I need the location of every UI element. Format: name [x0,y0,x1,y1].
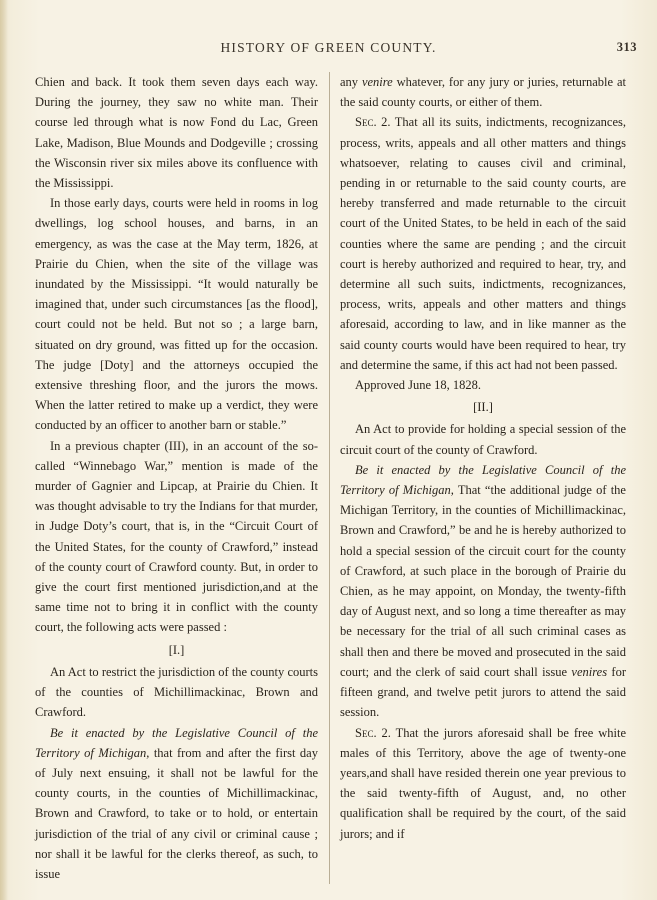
section-text: That all its suits, indictments, recognizances, process, writs, appeals and all other matters and things whatsoever, relating to causes civil and criminal, pending in or returnable to the said county courts, are hereby transferred and made returnable to the circuit court of the United States, to be held in each of the said counties where the same are pending ; and the circuit court is hereby authorized and required to hear, try, and determine all such suits, indictments, recognizances, process, writs, appeals and other matters and things aforesaid, according to law, and in like manner as the said county courts would have been required to hear, try and determine the same, if this act had not been passed. [340,115,627,372]
enacting-text: for fifteen grand, and twelve petit jurors to attend the said session. [340,664,626,720]
act-title: An Act to restrict the jurisdiction of the county courts of the counties of Michillimackinac, Brown and Crawford. [35,664,318,720]
section [340,112,626,375]
enacting-clause [340,460,626,723]
paragraph: Chien and back. It took them seven days each way. During the journey, they saw no white man. Their course led through what is now Fond du Lac, Green Lake, Madison, Blue Mounds and Dodgeville ; crossing the Wisconsin river six miles above its confluence with the Mississippi. [35,75,318,191]
italic-word: venires [571,664,608,679]
section [340,723,626,844]
page-edge-shadow [0,0,8,900]
column-divider [329,72,330,884]
left-column [35,72,318,884]
enacting-clause [35,723,318,885]
paragraph: In those early days, courts were held in rooms in log dwellings, log school houses, and barns, in an emergency, as was the case at the May term, 1826, at Prairie du Chien, when the site of the village was inundated by the Mississippi. “It would naturally be imagined that, under such circumstances [as the flood], court could not be held. But not so ; a large barn, situated on dry ground, was fitted up for the occasion. The judge [Doty] and the attorneys occupied the extensive threshing floor, and the jurors the mows. When the latter retired to make up a verdict, they were conducted by an officer to another barn or stable.” [35,196,318,433]
text-run: whatever, for any jury or juries, returnable at the said county courts, or either of them. [340,75,626,110]
page-number: 313 [616,40,637,54]
act-heading: [II.] [473,400,493,415]
section-text: That the jurors aforesaid shall be free white males of this Territory, above the age of twenty-one years,and shall have resided therein one year previous to the said twenty-fifth of August, and, no other qualification shall be required by the court, of the said jurors; and if [340,725,626,841]
enacting-text: that from and after the first day of July next ensuing, it shall not be lawful for the county courts, in the counties of Michillimackinac, Brown and Crawford, to take or to hold, or entertain jurisdiction of the trial of any civil or criminal cause ; nor shall it be lawful for the clerks thereof, as such, to issue [35,745,318,881]
paragraph: In a previous chapter (III), in an account of the so-called “Winnebago War,” mention is made of the murder of Gagnier and Lipcap, at Prairie du Chien. It was thought advisable to try the Indians for that murder, in Judge Doty’s court, that is, in the “Circuit Court of the United States, for the county of Crawford,” instead of the county court of Crawford county. But, in order to give the court first mentioned jurisdiction,and at the same time not to bring it in conflict with the county court, the following acts were passed : [35,438,318,635]
text-run: any [340,75,362,89]
approval-line: Approved June 18, 1828. [355,378,482,393]
enacting-text: That “the additional judge of the Michigan Territory, in the counties of Michillimackinac, Brown and Crawford,” be and he is hereby authorized to hold a special session of the circuit court for the county of Crawford, at such place in the borough of Prairie du Chien, as he may appoint, on Monday, the twenty-fifth day of August next, and so long a time thereafter as may be necessary for the trial of all such criminal cases as shall then and there be moved and prosecuted in the said court; and the clerk of said court shall issue [340,483,626,679]
paragraph [340,72,626,112]
page-header [0,40,657,64]
section-label: Sec. 2. [355,725,391,740]
enacting-formula: Be it enacted by the Legislative Council of the Territory of Michigan, [340,462,626,498]
act-title: An Act to provide for holding a special session of the circuit court of the county of Crawford. [340,422,626,457]
section-label: Sec. 2. [355,115,391,130]
act-heading: [I.] [168,642,185,657]
right-column [340,72,626,844]
enacting-formula: Be it enacted by the Legislative Council of the Territory of Michigan, [35,725,318,760]
running-title: HISTORY OF GREEN COUNTY. [220,40,437,55]
italic-word: venire [361,75,393,89]
